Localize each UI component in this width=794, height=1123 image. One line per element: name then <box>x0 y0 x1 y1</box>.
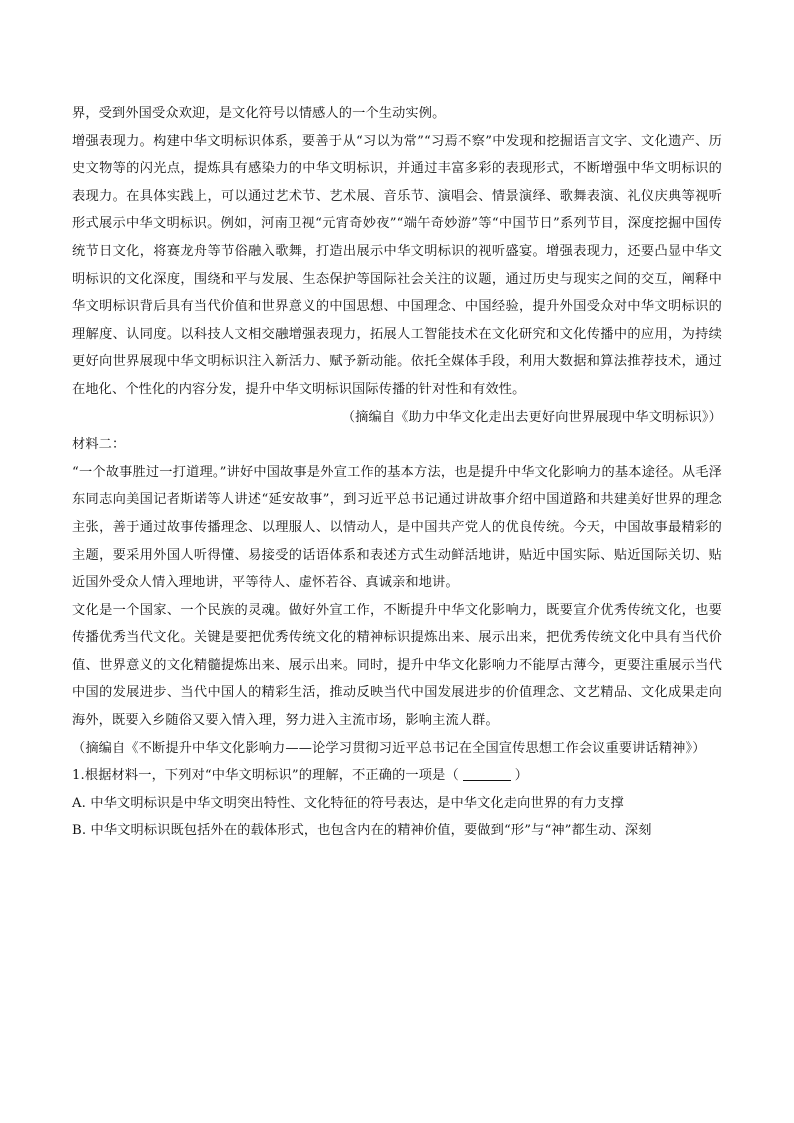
question-1-text: 1.根据材料一，下列对“中华文明标识”的理解，不正确的一项是（ <box>72 768 459 784</box>
paragraph-storytelling: “一个故事胜过一打道理。”讲好中国故事是外宣工作的基本方法，也是提升中华文化影响力的基本途径。从毛泽东同志向美国记者斯诺等人讲述“延安故事”，到习近平总书记通过讲故事介绍中国道路和共建美好世界的理念主张，善于通过故事传播理念、以理服人、以情动人，是中国共产党人的优良传统。今天，中国故事最精彩的主题，要采用外国人听得懂、易接受的话语体系和表述方式生动鲜活地讲，贴近中国实际、贴近国际关切、贴近国外受众人情入理地讲，平等待人、虚怀若谷、真诚亲和地讲。 <box>72 464 722 591</box>
paragraph-expressiveness: 增强表现力。构建中华文明标识体系，要善于从“习以为常”“习焉不察”中发现和挖掘语言文字、文化遗产、历史文物等的闪光点，提炼具有感染力的中华文明标识，并通过丰富多彩的表现形式，不断增强中华文明标识的表现力。在具体实践上，可以通过艺术节、艺术展、音乐节、演唱会、情景演绎、歌舞表演、礼仪庆典等视听形式展示中华文明标识。例如，河南卫视“元宵奇妙夜”“端午奇妙游”等“中国节日”系列节目，深度挖掘中国传统节日文化，将赛龙舟等节俗融入歌舞，打造出展示中华文明标识的视听盛宴。增强表现力，还要凸显中华文明标识的文化深度，围绕和平与发展、生态保护等国际社会关注的议题，通过历史与现实之间的交互，阐释中华文明标识背后具有当代价值和世界意义的中国思想、中国理念、中国经验，提升外国受众对中华文明标识的理解度、认同度。以科技人文相交融增强表现力，拓展人工智能技术在文化研究和文化传播中的应用，为持续更好向世界展现中华文明标识注入新活力、赋予新动能。依托全媒体手段，利用大数据和算法推荐技术，通过在地化、个性化的内容分发，提升中华文明标识国际传播的针对性和有效性。 <box>72 133 722 397</box>
paragraph-culture-soul: 文化是一个国家、一个民族的灵魂。做好外宣工作，不断提升中华文化影响力，既要宣介优秀传统文化，也要传播优秀当代文化。关键是要把优秀传统文化的精神标识提炼出来、展示出来，把优秀传统文化中具有当代价值、世界意义的文化精髓提炼出来、展示出来。同时，提升中华文化影响力不能厚古薄今，更要注重展示当代中国的发展进步、当代中国人的精彩生活，推动反映当代中国发展进步的价值理念、文艺精品、文化成果走向海外，既要入乡随俗又要入情入理，努力进入主流市场，影响主流人群。 <box>72 602 722 729</box>
question-1-stem <box>72 762 722 790</box>
material-2-heading: 材料二： <box>72 437 126 453</box>
source-citation-2: （摘编自《不断提升中华文化影响力——论学习贯彻习近平总书记在全国宣传思想工作会议重要讲话精神》） <box>72 740 706 756</box>
option-b: B. 中华文明标识既包括外在的载体形式，也包含内在的精神价值，要做到“形”与“神”都生动、深刻 <box>72 823 652 839</box>
question-1-close: ） <box>514 768 529 784</box>
option-a: A. 中华文明标识是中华文明突出特性、文化特征的符号表达，是中华文化走向世界的有力支撑 <box>72 795 624 811</box>
document-page <box>72 100 722 845</box>
source-citation-1: （摘编自《助力中华文化走出去更好向世界展现中华文明标识》） <box>341 409 722 425</box>
answer-blank[interactable] <box>463 766 511 781</box>
paragraph-continuation: 界，受到外国受众欢迎，是文化符号以情感人的一个生动实例。 <box>72 106 446 121</box>
